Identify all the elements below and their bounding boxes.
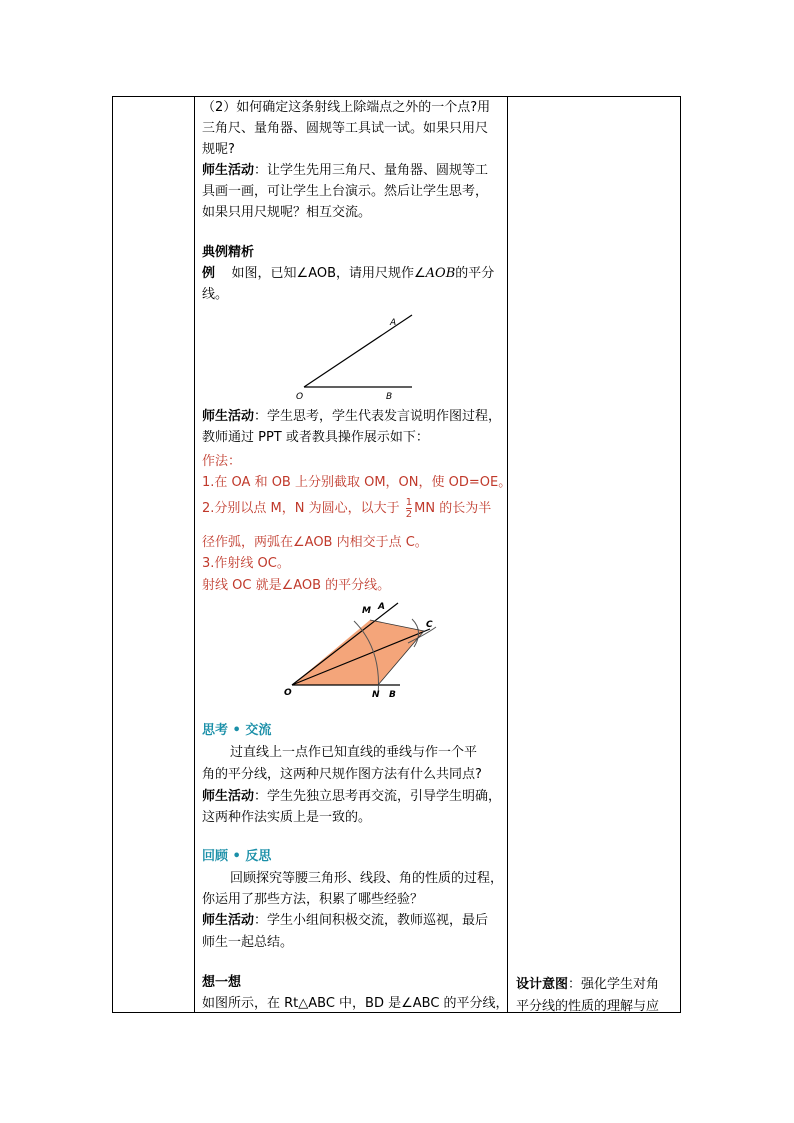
method-conclusion: 射线 OC 就是∠AOB 的平分线。 [202,578,391,593]
think-text-1: 过直线上一点作已知直线的垂线与作一个平 [230,745,478,760]
example-heading: 典例精析 [202,245,255,260]
label-b: B [386,392,393,401]
method-title: 作法： [202,454,242,469]
think-text-4: 这两种作法实质上是一致的。 [202,810,372,825]
activity-line-3: 如果只用尺规呢？相互交流。 [202,205,372,220]
line-q2-cont: 三角尺、量角器、圆规等工具试一试。如果只用尺 [202,121,489,136]
method-step2: 2.分别以点 M，N 为圆心，以大于 $\frac{1}{2}$ MN 的长为半 [202,497,492,520]
review-text-1: 回顾探究等腰三角形、线段、角的性质的过程， [230,871,504,886]
method-step1: 1.在 OA 和 OB 上分别截取 OM，ON，使 OD=OE。 [202,475,512,490]
think-text-2: 角的平分线，这两种尺规作图方法有什么共同点? [202,767,482,782]
angle-figure [294,309,434,401]
review-activity: 师生活动：学生小组间积极交流，教师巡视，最后 [202,913,489,928]
lesson-table [112,96,681,1013]
thinkone-text: 如图所示，在 Rt△ABC 中，BD 是∠ABC 的平分线， [202,996,509,1011]
label-m: M [362,606,371,616]
design-intent: 设计意图：强化学生对角 平分线的性质的理解与应 [516,977,660,1014]
column-divider-left [194,97,195,1012]
column-divider-right [507,97,508,1012]
activity2-line-2: 教师通过 PPT 或者教具操作展示如下： [202,430,429,445]
method-step2-cont: 径作弧，两弧在∠AOB 内相交于点 C。 [202,535,428,550]
activity2-line: 师生活动：学生思考，学生代表发言说明作图过程， [202,409,502,424]
think-activity: 师生活动：学生先独立思考再交流，引导学生明确， [202,789,502,804]
label-c: C [426,620,433,630]
activity-line: 师生活动：让学生先用三角尺、量角器、圆规等工 [202,163,489,178]
line-q2: （2）如何确定这条射线上除端点之外的一个点?用 [202,100,491,115]
review-text-4: 师生一起总结。 [202,935,294,950]
example-text: 例 如图，已知∠AOB，请用尺规作∠AOB的平分 [202,266,495,281]
label-b2: B [389,690,396,699]
construction-figure [282,599,452,699]
line-q2-end: 规呢? [202,142,235,157]
label-o2: O [284,688,292,698]
thinkone-heading: 想一想 [202,975,242,990]
method-step3: 3.作射线 OC。 [202,556,290,571]
example-text-2: 线。 [202,287,229,302]
think-heading: 思考 • 交流 [202,723,272,738]
label-a2: A [378,602,385,612]
review-text-2: 你运用了那些方法，积累了哪些经验？ [202,892,424,907]
label-a: A [390,318,397,328]
activity-line-2: 具画一画，可让学生上台演示。然后让学生思考， [202,184,489,199]
label-o: O [296,392,304,401]
review-heading: 回顾 • 反思 [202,849,272,864]
label-n: N [372,690,380,699]
kite-fill [292,620,424,685]
